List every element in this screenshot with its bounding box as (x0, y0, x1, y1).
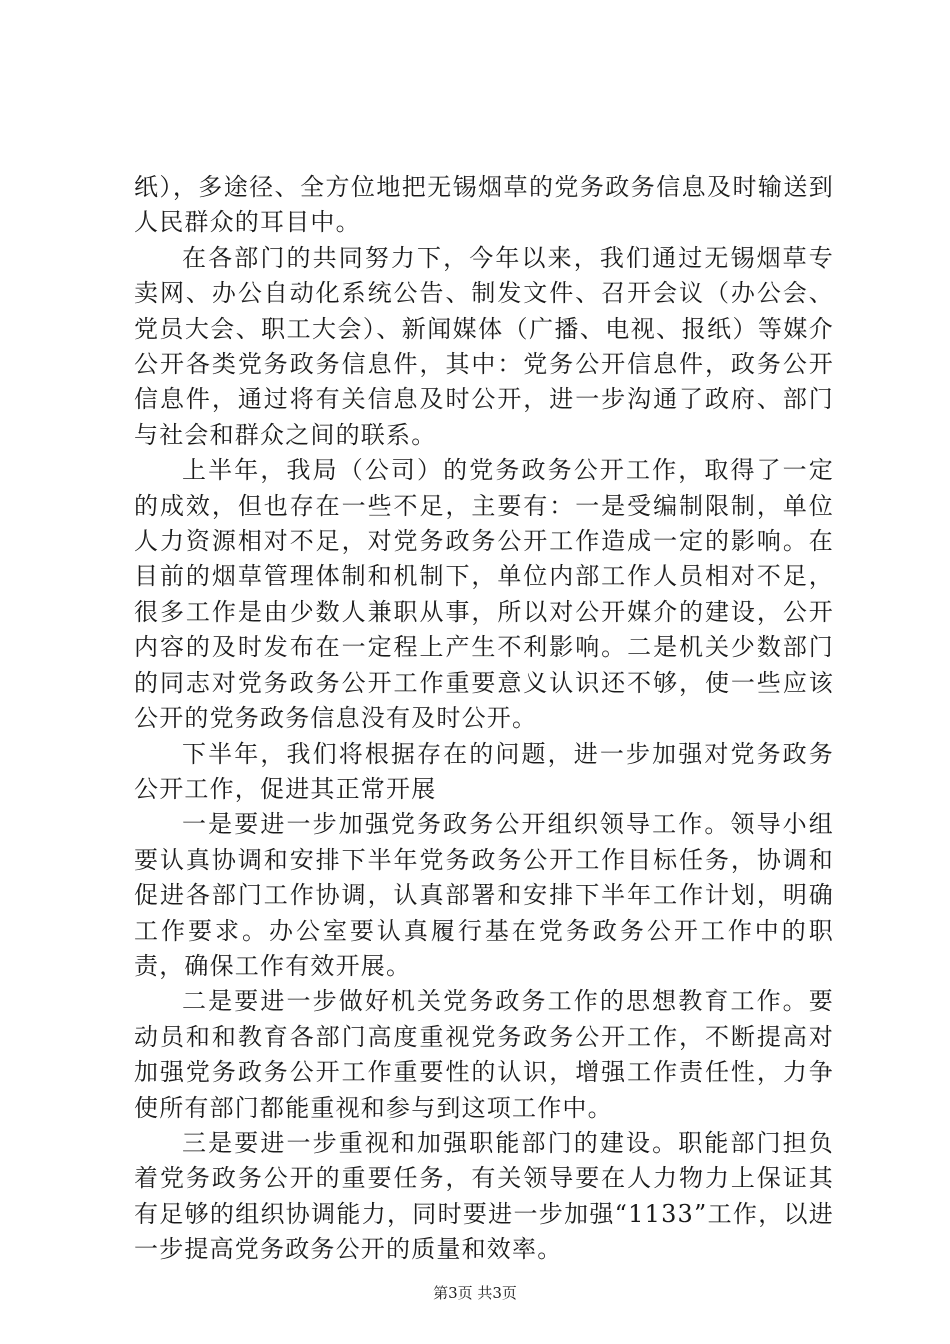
document-body (134, 170, 834, 1268)
paragraph: 上半年，我局（公司）的党务政务公开工作，取得了一定的成效，但也存在一些不足，主要有：一是受编制限制，单位人力资源相对不足，对党务政务公开工作造成一定的影响。在目前的烟草管理体制和机制下，单位内部工作人员相对不足，很多工作是由少数人兼职从事，所以对公开媒介的建设，公开内容的及时发布在一定程上产生不利影响。二是机关少数部门的同志对党务政务公开工作重要意义认识还不够，使一些应该公开的党务政务信息没有及时公开。 (134, 456, 834, 733)
page-footer: 第3页 共3页 (433, 1284, 517, 1302)
paragraph: 在各部门的共同努力下，今年以来，我们通过无锡烟草专卖网、办公自动化系统公告、制发文件、召开会议（办公会、党员大会、职工大会）、新闻媒体（广播、电视、报纸）等媒介公开各类党务政务信息件，其中：党务公开信息件，政务公开信息件，通过将有关信息及时公开，进一步沟通了政府、部门与社会和群众之间的联系。 (134, 243, 834, 449)
paragraph: 三是要进一步重视和加强职能部门的建设。职能部门担负着党务政务公开的重要任务，有关领导要在人力物力上保证其有足够的组织协调能力，同时要进一步加强“1133”工作，以进一步提高党务政务公开的质量和效率。 (134, 1128, 834, 1264)
paragraph-continued: 纸），多途径、全方位地把无锡烟草的党务政务信息及时输送到人民群众的耳目中。 (134, 173, 834, 237)
paragraph: 下半年，我们将根据存在的问题，进一步加强对党务政务公开工作，促进其正常开展 (134, 739, 834, 803)
paragraph: 一是要进一步加强党务政务公开组织领导工作。领导小组要认真协调和安排下半年党务政务公开工作目标任务，协调和促进各部门工作协调，认真部署和安排下半年工作计划，明确工作要求。办公室要认真履行基在党务政务公开工作中的职责，确保工作有效开展。 (134, 810, 834, 980)
paragraph: 二是要进一步做好机关党务政务工作的思想教育工作。要动员和和教育各部门高度重视党务政务公开工作，不断提高对加强党务政务公开工作重要性的认识，增强工作责任性，力争使所有部门都能重视和参与到这项工作中。 (134, 987, 834, 1122)
